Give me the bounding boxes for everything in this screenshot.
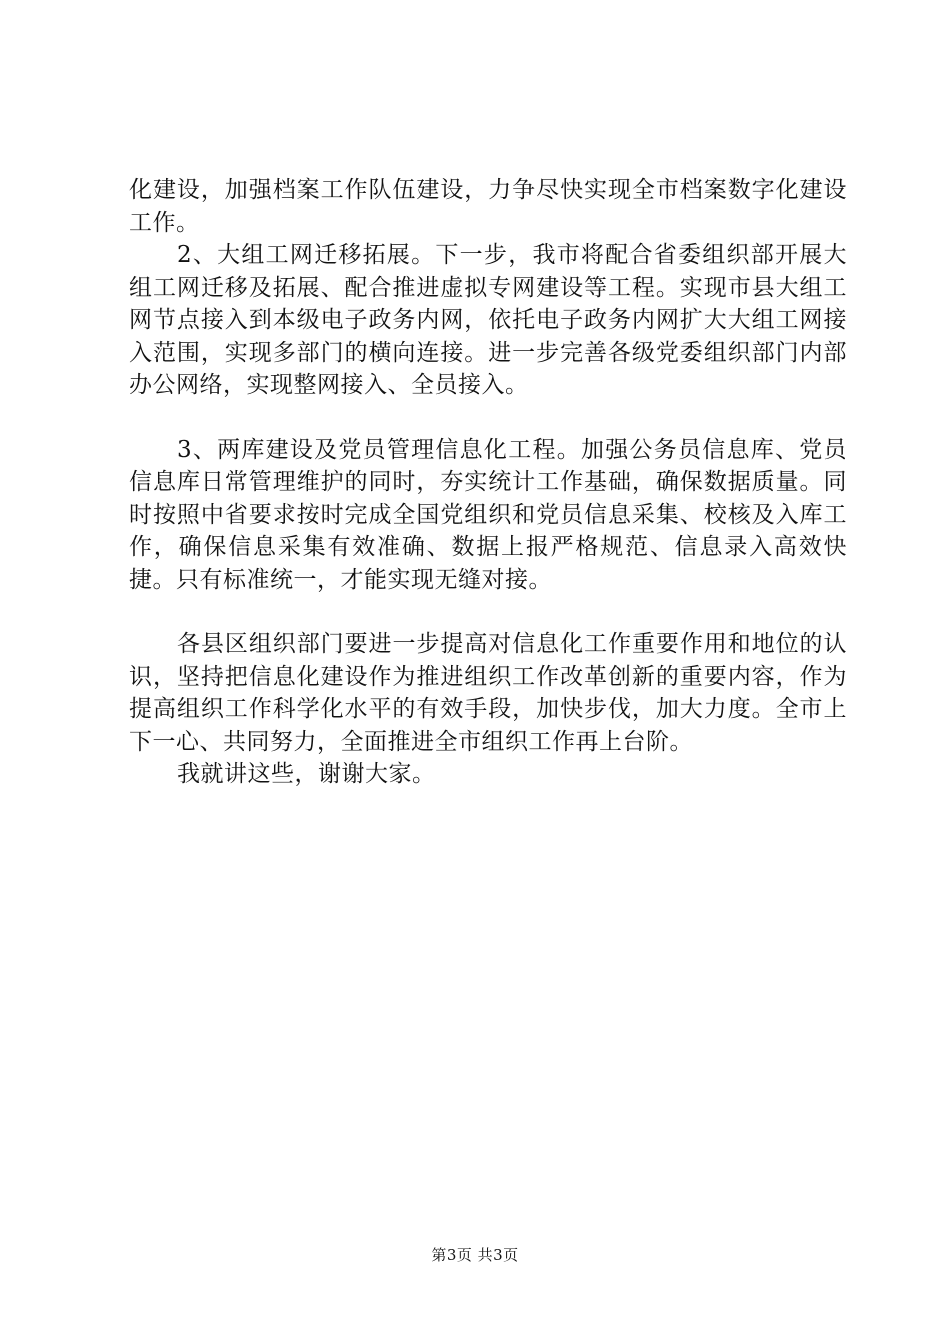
page-number-footer: 第3页 共3页 (431, 1246, 519, 1264)
paragraph-closing: 我就讲这些，谢谢大家。 (177, 761, 436, 787)
paragraph-county-requirements: 各县区组织部门要进一步提高对信息化工作重要作用和地位的认识，坚持把信息化建设作为推进组织工作改革创新的重要内容，作为提高组织工作科学化水平的有效手段，加快步伐，加大力度。全市上下一心、共同努力，全面推进全市组织工作再上台阶。 (129, 631, 847, 755)
paragraph-database-construction: 3、两库建设及党员管理信息化工程。加强公务员信息库、党员信息库日常管理维护的同时，夯实统计工作基础，确保数据质量。同时按照中省要求按时完成全国党组织和党员信息采集、校核及入库工作，确保信息采集有效准确、数据上报严格规范、信息录入高效快捷。只有标准统一，才能实现无缝对接。 (129, 436, 847, 593)
paragraph-network-migration: 2、大组工网迁移拓展。下一步，我市将配合省委组织部开展大组工网迁移及拓展、配合推进虚拟专网建设等工程。实现市县大组工网节点接入到本级电子政务内网，依托电子政务内网扩大大组工网接入范围，实现多部门的横向连接。进一步完善各级党委组织部门内部办公网络，实现整网接入、全员接入。 (129, 242, 847, 398)
paragraph-continuation: 化建设，加强档案工作队伍建设，力争尽快实现全市档案数字化建设工作。 (129, 177, 847, 236)
document-body (129, 174, 847, 791)
